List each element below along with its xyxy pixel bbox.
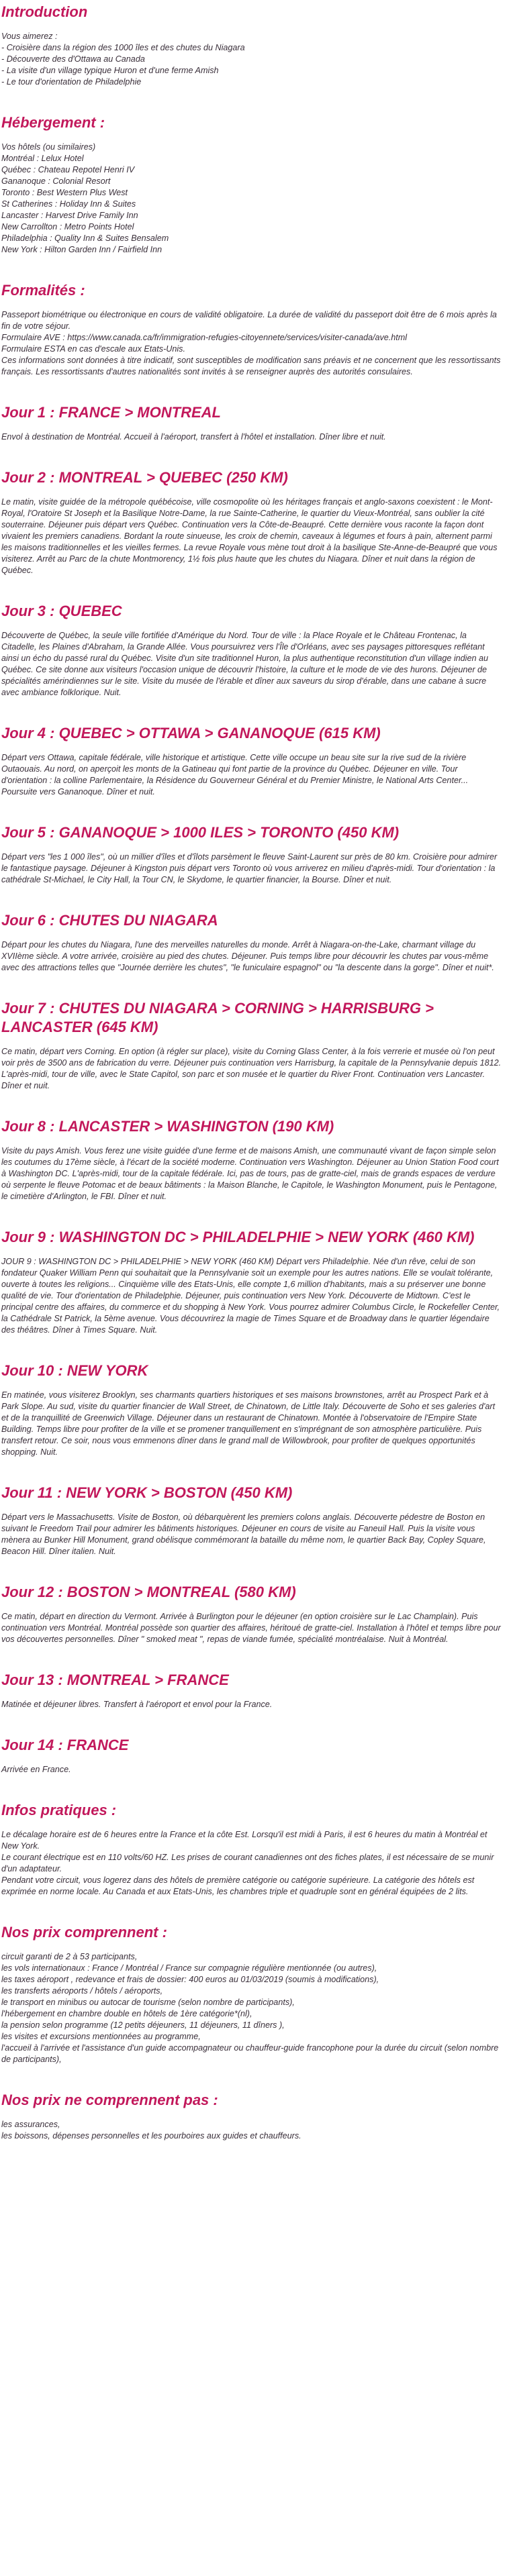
day-title: Jour 6 : CHUTES DU NIAGARA [1, 912, 218, 929]
compris-line: les taxes aéroport , redevance et frais de dossier: 400 euros au 01/03/2019 (soumis à modifications), [1, 1975, 379, 1984]
hotel-line: Gananoque : Colonial Resort [1, 176, 111, 186]
day-9 [1, 1228, 502, 1336]
infos-line: Pendant votre circuit, vous logerez dans des hôtels de première catégorie ou catégorie supérieure. La catégorie des hôtels est exprimée en norme locale. Au Canada et aux Etats-Unis, les chambres triple et quadruple sont en général équipées de 2 lits. [1, 1875, 475, 1896]
day-description: Ce matin, départ en direction du Vermont. Arrivée à Burlington pour le déjeuner (en option croisière sur le Lac Champlain). Puis continuation vers Montréal. Montréal possède son quartier des affaires, héritoué de gratte-ciel. Installation à l'hôtel et temps libre pour vos découvertes personnelles. Dîner " smoked meat ", repas de viande fumée, spécialité montréalaise. Nuit à Montréal. [1, 1612, 501, 1644]
ave-form-link[interactable]: Formulaire AVE : https://www.canada.ca/fr/immigration-refugies-citoyennete/services/visiter-canada/ave.html [1, 333, 408, 342]
infos-heading: Infos pratiques : [1, 1802, 117, 1818]
hotel-line: Québec : Chateau Repotel Henri IV [1, 165, 135, 174]
hotel-line: Toronto : Best Western Plus West [1, 188, 128, 197]
formalites-heading: Formalités : [1, 282, 85, 299]
day-description: Ce matin, départ vers Corning. En option (à régler sur place), visite du Corning Glass Center, à la fois verrerie et musée où l'on peut voir près de 3500 ans de fabrication du verre. Déjeuner puis continuation vers Harrisburg, la capitale de la Pennsylvanie depuis 1812. L'après-midi, tour de ville, avec le State Capitol, son parc et son musée et le quartier du River Front. Continuation vers Lancaster. Dîner et nuit. [1, 1047, 502, 1090]
day-title: Jour 10 : NEW YORK [1, 1362, 148, 1379]
formalites-line: Ces informations sont données à titre indicatif, sont susceptibles de modification sans préavis et ne concernent que les ressortissants français. Les ressortissants d'autres nationalités sont invités à se renseigner auprès des autorités consulaires. [1, 356, 501, 376]
non-compris-line: les assurances, [1, 2120, 60, 2129]
non-compris-heading: Nos prix ne comprennent pas : [1, 2092, 218, 2108]
day-description: Envol à destination de Montréal. Accueil à l'aéroport, transfert à l'hôtel et installation. Dîner libre et nuit. [1, 432, 386, 442]
day-8 [1, 1117, 502, 1202]
day-1 [1, 403, 502, 443]
day-title: Jour 4 : QUEBEC > OTTAWA > GANANOQUE (615 KM) [1, 725, 381, 741]
day-description: Arrivée en France. [1, 1765, 71, 1774]
intro-line: - Le tour d'orientation de Philadelphie [1, 77, 142, 87]
day-description: En matinée, vous visiterez Brooklyn, ses charmants quartiers historiques et ses maisons brownstones, arrêt au Prospect Park et à Park Slope. Au sud, visite du quartier financier de Wall Street, de Chinatown, de Little Italy. Découverte de Soho et ses galeries d'art et de la tranquillité de Greenwich Village. Déjeuner dans un restaurant de Chinatown. Montée à l'observatoire de l'Empire State Building. Temps libre pour profiter de la ville et se promener tranquillement en s'imprégnant de son atmosphère particulière. Puis transfert retour. Ce soir, nous vous emmenons dîner dans le grand mall de Willowbrook, pour profiter de quelques opportunités shopping. Nuit. [1, 1390, 496, 1457]
formalites-line: Passeport biométrique ou électronique en cours de validité obligatoire. La durée de validité du passeport doit être de 6 mois après la fin de votre séjour. [1, 310, 497, 331]
compris-line: le transport en minibus ou autocar de tourisme (selon nombre de participants), [1, 1998, 295, 2007]
day-title: Jour 2 : MONTREAL > QUEBEC (250 KM) [1, 469, 288, 486]
compris-line: l'hébergement en chambre double en hôtels de 1ère catégorie*(nl), [1, 2009, 252, 2018]
non-compris-section [1, 2091, 502, 2142]
hotel-line: Vos hôtels (ou similaires) [1, 142, 96, 152]
intro-line: - Croisière dans la région des 1000 îles et des chutes du Niagara [1, 43, 245, 52]
day-description: Départ vers "les 1 000 îles", où un millier d'îles et d'îlots parsèment le fleuve Saint-Laurent sur près de 80 km. Croisière pour admirer le fantastique paysage. Déjeuner à Kingston puis départ vers Toronto où vous arriverez en milieu d'après-midi. Tour d'orientation : la cathédrale St-Michael, le City Hall, la Tour CN, le Skydome, le quartier financier, la Bourse. Dîner et nuit. [1, 852, 498, 884]
day-11 [1, 1484, 502, 1557]
day-12 [1, 1583, 502, 1645]
intro-line: Vous aimerez : [1, 32, 58, 41]
hebergement-section [1, 113, 502, 256]
compris-section [1, 1923, 502, 2065]
day-description: Départ pour les chutes du Niagara, l'une des merveilles naturelles du monde. Arrêt à Niagara-on-the-Lake, charmant village du XVIIème siècle. A votre arrivée, croisière au pied des chutes. Déjeuner. Puis temps libre pour découvrir les chutes par vous-même avec des attractions telles que "Journée derrière les chutes", "le funiculaire espagnol" ou "la descente dans la gorge". Dîner et nuit*. [1, 940, 494, 972]
compris-heading: Nos prix comprennent : [1, 1924, 167, 1941]
hebergement-heading: Hébergement : [1, 114, 105, 131]
day-2 [1, 468, 502, 576]
day-title: Jour 3 : QUEBEC [1, 603, 122, 619]
intro-line: - Découverte des d'Ottawa au Canada [1, 54, 145, 64]
non-compris-line: les boissons, dépenses personnelles et les pourboires aux guides et chauffeurs. [1, 2131, 302, 2141]
day-title: Jour 12 : BOSTON > MONTREAL (580 KM) [1, 1584, 296, 1600]
day-title: Jour 1 : FRANCE > MONTREAL [1, 404, 221, 421]
infos-line: Le décalage horaire est de 6 heures entre la France et la côte Est. Lorsqu'il est midi à Paris, il est 6 heures du matin à Montréal et New York. [1, 1830, 488, 1851]
day-description: Découverte de Québec, la seule ville fortifiée d'Amérique du Nord. Tour de ville : la Place Royale et le Château Frontenac, la Citadelle, les Plaines d'Abraham, la Grande Allée. Vous poursuivrez vers l'Île d'Orléans, avec ses paysages pittoresques reflétant ainsi un écho du passé rural du Québec. Visite d'un site traditionnel Huron, la plus authentique reconstitution d'un village indien au Québec. Ce site donne aux visiteurs l'occasion unique de découvrir l'histoire, la culture et le mode de vie des hurons. Déjeuner de spécialités amérindiennes sur le site. Visite du musée de l'érable et dîner aux saveurs du sirop d'érable, dans une cabane à sucre avec ambiance folklorique. Nuit. [1, 631, 488, 697]
hotel-line: New Carrollton : Metro Points Hotel [1, 222, 134, 231]
compris-line: les vols internationaux : France / Montréal / France sur compagnie régulière mentionnée (ou autres), [1, 1963, 377, 1973]
intro-heading: Introduction [1, 3, 88, 20]
day-title: Jour 13 : MONTREAL > FRANCE [1, 1671, 229, 1688]
hotel-line: Lancaster : Harvest Drive Family Inn [1, 211, 138, 220]
day-title: Jour 8 : LANCASTER > WASHINGTON (190 KM) [1, 1118, 334, 1135]
hotel-line: New York : Hilton Garden Inn / Fairfield Inn [1, 245, 163, 254]
day-title: Jour 14 : FRANCE [1, 1737, 129, 1753]
compris-line: les transferts aéroports / hôtels / aéroports, [1, 1986, 163, 1996]
day-title: Jour 11 : NEW YORK > BOSTON (450 KM) [1, 1484, 293, 1501]
day-6 [1, 911, 502, 974]
infos-section [1, 1801, 502, 1898]
intro-section [1, 3, 502, 88]
day-title: Jour 7 : CHUTES DU NIAGARA > CORNING > HARRISBURG > LANCASTER (645 KM) [1, 1000, 434, 1035]
day-description: Le matin, visite guidée de la métropole québécoise, ville cosmopolite où les héritages français et anglo-saxons coexistent : le Mont-Royal, l'Oratoire St Joseph et la Basilique Notre-Dame, la rue Sainte-Catherine, le quartier du Vieux-Montréal, sans oublier la cité souterraine. Déjeuner puis départ vers Québec. Continuation vers la Côte-de-Beaupré. Cette dernière vous raconte la façon dont vivaient les premiers canadiens. Bordant la route sinueuse, les croix de chemin, caveaux à légumes et fours à pain, alternent parmi les maisons traditionnelles et les vieilles fermes. La revue Royale vous mène tout droit à la basilique Ste-Anne-de-Beaupré que vous visiterez. Arrêt au Parc de la chute Montmorency, 1½ fois plus haute que les chutes du Niagara. Dîner et nuit dans la région de Québec. [1, 497, 498, 575]
day-title: Jour 9 : WASHINGTON DC > PHILADELPHIE > NEW YORK (460 KM) [1, 1229, 475, 1245]
day-title: Jour 5 : GANANOQUE > 1000 ILES > TORONTO (450 KM) [1, 824, 400, 841]
compris-line: l'accueil à l'arrivée et l'assistance d'un guide accompagnateur ou chauffeur-guide francophone pour la durée du circuit (selon nombre de participants), [1, 2043, 499, 2064]
day-13 [1, 1671, 502, 1710]
day-description: Matinée et déjeuner libres. Transfert à l'aéroport et envol pour la France. [1, 1700, 273, 1709]
hotel-line: St Catherines : Holiday Inn & Suites [1, 199, 136, 209]
itinerary-days [1, 403, 502, 1775]
day-10 [1, 1361, 502, 1458]
day-description: Visite du pays Amish. Vous ferez une visite guidée d'une ferme et de maisons Amish, une communauté vivant de façon simple selon les coutumes du 17ème siècle, à l'écart de la société moderne. Continuation vers Washington. Déjeuner au Union Station Food court à Washington DC. L'après-midi, tour de la capitale fédérale. Ici, pas de tours, pas de gratte-ciel, mais de grands espaces de verdure où serpente le fleuve Potomac et de beaux bâtiments : la Maison Blanche, le Capitole, le Washington Monument, puis le Pentagone, le cimetière d'Arlington, le FBI. Dîner et nuit. [1, 1146, 499, 1201]
hotel-line: Philadelphia : Quality Inn & Suites Bensalem [1, 234, 169, 243]
infos-line: Le courant électrique est en 110 volts/60 HZ. Les prises de courant canadiennes ont des fiches plates, il est nécessaire de se munir d'un adaptateur. [1, 1853, 494, 1873]
hotel-line: Montréal : Lelux Hotel [1, 154, 84, 163]
day-7 [1, 999, 502, 1092]
day-14 [1, 1736, 502, 1775]
day-description: JOUR 9 : WASHINGTON DC > PHILADELPHIE > NEW YORK (460 KM) Départ vers Philadelphie. Née d'un rêve, celui de son fondateur Quaker William Penn qui souhaitait que la Pennsylvanie soit un exemple pour les autres nations. Elle se voulait tolérante, ouverte à toutes les religions... Cinquième ville des Etats-Unis, elle compte 1,6 million d'habitants, mais a su préserver une bonne qualité de vie. Tour d'orientation de Philadelphie. Déjeuner, puis continuation vers New York. Découverte de Midtown. C'est le principal centre des affaires, du commerce et du shopping à New York. Vous pourrez admirer Columbus Circle, le Rockefeller Center, la Cathédrale St Patrick, la 5ème avenue. Vous découvrirez la magie de Times Square et de Broadway dans le quartier légendaire des théâtres. Dîner à Times Square. Nuit. [1, 1257, 500, 1335]
day-3 [1, 602, 502, 699]
intro-line: - La visite d'un village typique Huron et d'une ferme Amish [1, 66, 219, 75]
day-4 [1, 724, 502, 798]
formalites-section [1, 281, 502, 378]
day-5 [1, 823, 502, 886]
compris-line: circuit garanti de 2 à 53 participants, [1, 1952, 138, 1961]
compris-line: la pension selon programme (12 petits déjeuners, 11 déjeuners, 11 dîners ), [1, 2020, 285, 2030]
day-description: Départ vers le Massachusetts. Visite de Boston, où débarquèrent les premiers colons anglais. Découverte pédestre de Boston en suivant le Freedom Trail pour admirer les bâtiments historiques. Déjeuner en cours de visite au Faneuil Hall. Puis la visite vous mènera au Bunker Hill Monument, grand obélisque commémorant la bataille du même nom, le quartier Back Bay, Copley Square, Beacon Hill. Dîner italien. Nuit. [1, 1512, 486, 1556]
day-description: Départ vers Ottawa, capitale fédérale, ville historique et artistique. Cette ville occupe un beau site sur la rive sud de la rivière Outaouais. Au nord, on aperçoit les monts de la Gatineau qui font partie de la province du Québec. Déjeuner en ville. Tour d'orientation : la colline Parlementaire, la Résidence du Gouverneur Général et du Premier Ministre, le National Arts Center... Poursuite vers Gananoque. Dîner et nuit. [1, 753, 469, 796]
compris-line: les visites et excursions mentionnées au programme, [1, 2032, 201, 2041]
formalites-line: Formulaire ESTA en cas d'escale aux Etats-Unis. [1, 344, 185, 354]
